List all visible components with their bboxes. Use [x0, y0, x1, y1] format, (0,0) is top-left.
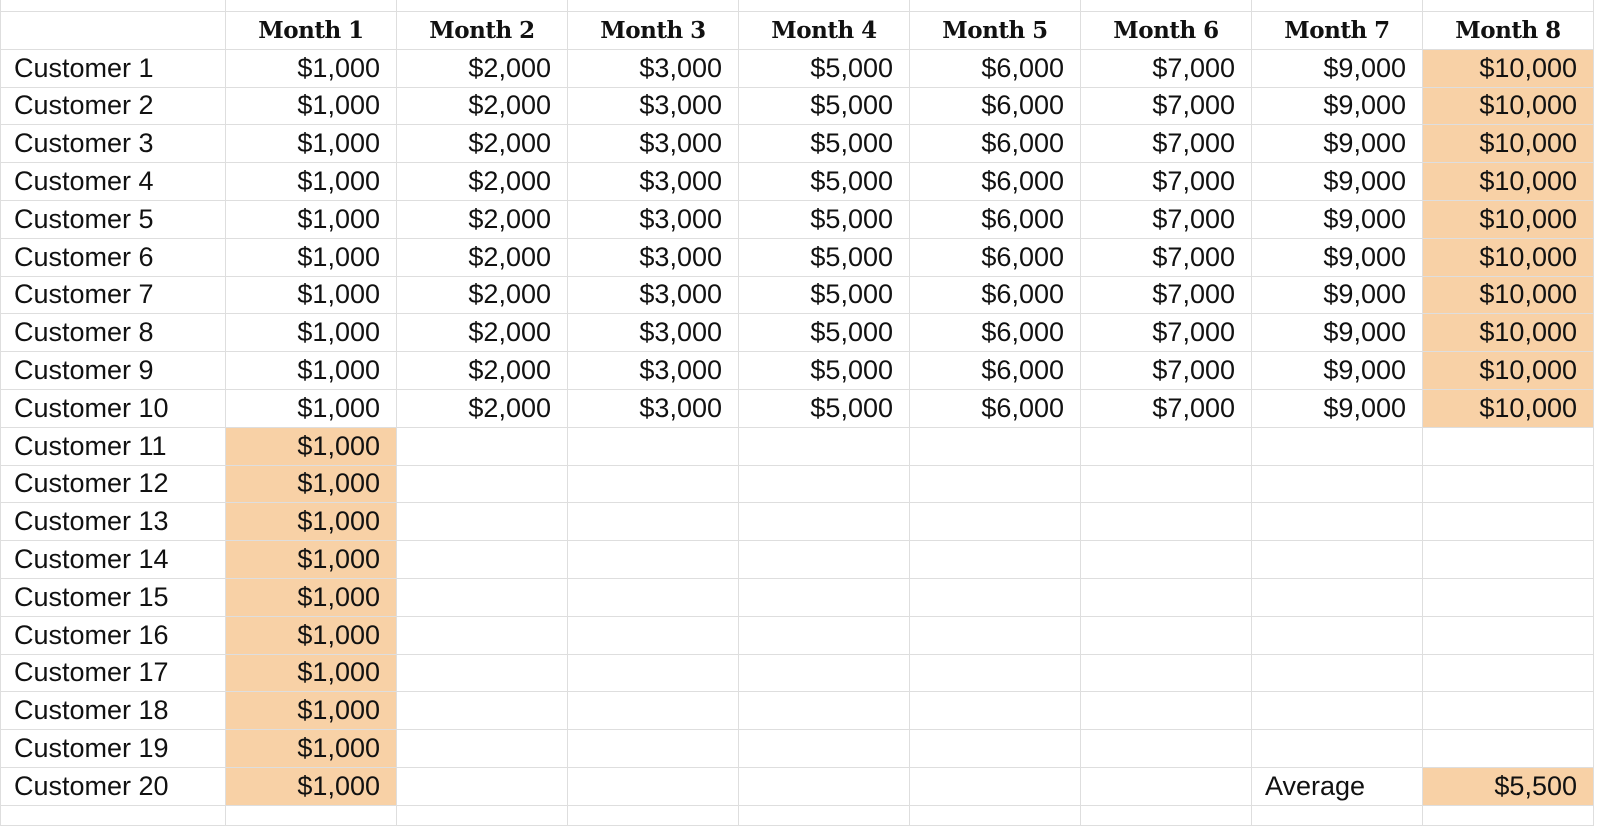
value-cell[interactable] [1252, 692, 1423, 730]
value-cell[interactable]: $3,000 [568, 239, 739, 277]
value-cell[interactable]: $5,000 [739, 352, 910, 390]
column-header-month-8[interactable]: Month 8 [1423, 12, 1594, 50]
value-cell[interactable]: $3,000 [568, 390, 739, 428]
value-cell[interactable] [1252, 579, 1423, 617]
value-cell[interactable] [1252, 617, 1423, 655]
value-cell[interactable]: $10,000 [1423, 50, 1594, 88]
value-cell[interactable] [910, 768, 1081, 806]
value-cell[interactable] [568, 617, 739, 655]
value-cell[interactable] [397, 579, 568, 617]
value-cell[interactable]: $2,000 [397, 50, 568, 88]
value-cell[interactable]: $10,000 [1423, 201, 1594, 239]
value-cell[interactable]: $2,000 [397, 88, 568, 126]
value-cell[interactable]: $3,000 [568, 201, 739, 239]
column-header-month-7[interactable]: Month 7 [1252, 12, 1423, 50]
row-label-customer-5[interactable]: Customer 5 [1, 201, 226, 239]
value-cell[interactable] [1423, 655, 1594, 693]
row-label-customer-1[interactable]: Customer 1 [1, 50, 226, 88]
value-cell[interactable]: $7,000 [1081, 314, 1252, 352]
value-cell[interactable]: $7,000 [1081, 163, 1252, 201]
value-cell[interactable]: $2,000 [397, 239, 568, 277]
row-label-customer-12[interactable]: Customer 12 [1, 466, 226, 504]
partial-bottom-cell[interactable] [910, 806, 1081, 826]
value-cell[interactable]: $6,000 [910, 390, 1081, 428]
value-cell[interactable]: $9,000 [1252, 125, 1423, 163]
value-cell[interactable]: $3,000 [568, 314, 739, 352]
partial-bottom-cell[interactable] [397, 806, 568, 826]
value-cell[interactable]: $10,000 [1423, 390, 1594, 428]
value-cell[interactable]: $5,000 [739, 277, 910, 315]
value-cell[interactable] [910, 655, 1081, 693]
value-cell[interactable]: $7,000 [1081, 390, 1252, 428]
value-cell[interactable] [1423, 579, 1594, 617]
value-cell[interactable]: $6,000 [910, 201, 1081, 239]
value-cell[interactable]: $9,000 [1252, 314, 1423, 352]
value-cell[interactable] [910, 692, 1081, 730]
value-cell[interactable]: $2,000 [397, 125, 568, 163]
value-cell[interactable]: $9,000 [1252, 201, 1423, 239]
value-cell[interactable] [739, 730, 910, 768]
value-cell[interactable] [1081, 466, 1252, 504]
value-cell[interactable] [1081, 428, 1252, 466]
value-cell[interactable]: $1,000 [226, 314, 397, 352]
value-cell[interactable]: $6,000 [910, 163, 1081, 201]
value-cell[interactable] [1081, 503, 1252, 541]
value-cell[interactable]: $5,000 [739, 201, 910, 239]
row-label-customer-20[interactable]: Customer 20 [1, 768, 226, 806]
value-cell[interactable]: $10,000 [1423, 277, 1594, 315]
row-label-customer-11[interactable]: Customer 11 [1, 428, 226, 466]
value-cell[interactable]: $5,000 [739, 50, 910, 88]
value-cell[interactable]: $6,000 [910, 314, 1081, 352]
value-cell[interactable]: $1,000 [226, 541, 397, 579]
value-cell[interactable]: $10,000 [1423, 314, 1594, 352]
value-cell[interactable]: $3,000 [568, 88, 739, 126]
column-header-month-2[interactable]: Month 2 [397, 12, 568, 50]
value-cell[interactable]: $2,000 [397, 277, 568, 315]
value-cell[interactable] [1081, 617, 1252, 655]
value-cell[interactable]: $2,000 [397, 314, 568, 352]
row-label-customer-7[interactable]: Customer 7 [1, 277, 226, 315]
value-cell[interactable] [568, 768, 739, 806]
value-cell[interactable] [1081, 655, 1252, 693]
value-cell[interactable] [397, 503, 568, 541]
value-cell[interactable] [397, 730, 568, 768]
value-cell[interactable] [568, 541, 739, 579]
partial-top-cell[interactable] [1252, 0, 1423, 12]
value-cell[interactable]: $10,000 [1423, 163, 1594, 201]
row-label-customer-13[interactable]: Customer 13 [1, 503, 226, 541]
value-cell[interactable] [568, 692, 739, 730]
row-label-customer-17[interactable]: Customer 17 [1, 655, 226, 693]
partial-top-cell[interactable] [1, 0, 226, 12]
value-cell[interactable]: $1,000 [226, 428, 397, 466]
value-cell[interactable]: $3,000 [568, 277, 739, 315]
value-cell[interactable]: $1,000 [226, 201, 397, 239]
value-cell[interactable]: $5,000 [739, 390, 910, 428]
value-cell[interactable]: $9,000 [1252, 50, 1423, 88]
value-cell[interactable]: $1,000 [226, 352, 397, 390]
value-cell[interactable] [568, 655, 739, 693]
value-cell[interactable] [739, 617, 910, 655]
partial-top-cell[interactable] [910, 0, 1081, 12]
value-cell[interactable] [568, 579, 739, 617]
row-label-customer-10[interactable]: Customer 10 [1, 390, 226, 428]
value-cell[interactable]: $10,000 [1423, 125, 1594, 163]
value-cell[interactable] [568, 466, 739, 504]
value-cell[interactable] [739, 466, 910, 504]
value-cell[interactable]: $10,000 [1423, 239, 1594, 277]
average-value[interactable]: $5,500 [1423, 768, 1594, 806]
row-label-customer-6[interactable]: Customer 6 [1, 239, 226, 277]
value-cell[interactable] [397, 768, 568, 806]
partial-bottom-cell[interactable] [1252, 806, 1423, 826]
value-cell[interactable]: $7,000 [1081, 352, 1252, 390]
value-cell[interactable] [1423, 617, 1594, 655]
value-cell[interactable] [910, 503, 1081, 541]
value-cell[interactable]: $3,000 [568, 163, 739, 201]
value-cell[interactable] [910, 466, 1081, 504]
average-label[interactable]: Average [1252, 768, 1423, 806]
value-cell[interactable]: $2,000 [397, 201, 568, 239]
value-cell[interactable]: $7,000 [1081, 125, 1252, 163]
value-cell[interactable]: $9,000 [1252, 277, 1423, 315]
value-cell[interactable]: $1,000 [226, 503, 397, 541]
value-cell[interactable] [1423, 503, 1594, 541]
column-header-month-1[interactable]: Month 1 [226, 12, 397, 50]
value-cell[interactable]: $9,000 [1252, 352, 1423, 390]
value-cell[interactable] [739, 541, 910, 579]
value-cell[interactable]: $6,000 [910, 277, 1081, 315]
value-cell[interactable]: $1,000 [226, 655, 397, 693]
value-cell[interactable] [910, 730, 1081, 768]
value-cell[interactable] [397, 692, 568, 730]
value-cell[interactable]: $1,000 [226, 579, 397, 617]
value-cell[interactable]: $7,000 [1081, 277, 1252, 315]
value-cell[interactable]: $7,000 [1081, 239, 1252, 277]
value-cell[interactable] [739, 655, 910, 693]
value-cell[interactable] [1252, 655, 1423, 693]
value-cell[interactable]: $3,000 [568, 352, 739, 390]
value-cell[interactable] [910, 428, 1081, 466]
value-cell[interactable]: $9,000 [1252, 163, 1423, 201]
column-header-month-4[interactable]: Month 4 [739, 12, 910, 50]
partial-top-cell[interactable] [226, 0, 397, 12]
value-cell[interactable]: $1,000 [226, 390, 397, 428]
value-cell[interactable] [1081, 768, 1252, 806]
row-label-customer-18[interactable]: Customer 18 [1, 692, 226, 730]
value-cell[interactable] [1081, 730, 1252, 768]
value-cell[interactable] [1423, 692, 1594, 730]
row-label-customer-2[interactable]: Customer 2 [1, 88, 226, 126]
value-cell[interactable]: $6,000 [910, 352, 1081, 390]
value-cell[interactable] [397, 466, 568, 504]
column-header-month-6[interactable]: Month 6 [1081, 12, 1252, 50]
column-header-month-3[interactable]: Month 3 [568, 12, 739, 50]
value-cell[interactable]: $1,000 [226, 692, 397, 730]
value-cell[interactable] [1252, 730, 1423, 768]
value-cell[interactable]: $1,000 [226, 163, 397, 201]
row-label-customer-15[interactable]: Customer 15 [1, 579, 226, 617]
value-cell[interactable]: $6,000 [910, 50, 1081, 88]
value-cell[interactable] [568, 503, 739, 541]
value-cell[interactable]: $1,000 [226, 730, 397, 768]
partial-top-cell[interactable] [1423, 0, 1594, 12]
value-cell[interactable]: $6,000 [910, 239, 1081, 277]
value-cell[interactable] [568, 428, 739, 466]
value-cell[interactable]: $1,000 [226, 88, 397, 126]
value-cell[interactable] [739, 579, 910, 617]
value-cell[interactable]: $5,000 [739, 125, 910, 163]
partial-bottom-cell[interactable] [226, 806, 397, 826]
value-cell[interactable]: $6,000 [910, 125, 1081, 163]
value-cell[interactable] [910, 579, 1081, 617]
row-label-customer-16[interactable]: Customer 16 [1, 617, 226, 655]
value-cell[interactable] [1252, 428, 1423, 466]
value-cell[interactable]: $1,000 [226, 239, 397, 277]
row-label-customer-19[interactable]: Customer 19 [1, 730, 226, 768]
value-cell[interactable] [910, 617, 1081, 655]
row-label-customer-8[interactable]: Customer 8 [1, 314, 226, 352]
partial-top-cell[interactable] [397, 0, 568, 12]
value-cell[interactable]: $10,000 [1423, 352, 1594, 390]
value-cell[interactable] [1423, 541, 1594, 579]
value-cell[interactable]: $1,000 [226, 617, 397, 655]
header-corner-cell[interactable] [1, 12, 226, 50]
value-cell[interactable] [397, 541, 568, 579]
value-cell[interactable]: $5,000 [739, 88, 910, 126]
value-cell[interactable]: $5,000 [739, 163, 910, 201]
value-cell[interactable]: $1,000 [226, 768, 397, 806]
value-cell[interactable] [568, 730, 739, 768]
value-cell[interactable] [1423, 730, 1594, 768]
value-cell[interactable]: $5,000 [739, 314, 910, 352]
row-label-customer-14[interactable]: Customer 14 [1, 541, 226, 579]
partial-bottom-cell[interactable] [739, 806, 910, 826]
value-cell[interactable] [739, 692, 910, 730]
value-cell[interactable] [397, 655, 568, 693]
value-cell[interactable] [397, 428, 568, 466]
column-header-month-5[interactable]: Month 5 [910, 12, 1081, 50]
value-cell[interactable] [1423, 428, 1594, 466]
value-cell[interactable]: $3,000 [568, 125, 739, 163]
value-cell[interactable] [1252, 503, 1423, 541]
value-cell[interactable] [1081, 692, 1252, 730]
value-cell[interactable] [1423, 466, 1594, 504]
value-cell[interactable]: $7,000 [1081, 50, 1252, 88]
value-cell[interactable]: $6,000 [910, 88, 1081, 126]
value-cell[interactable]: $1,000 [226, 277, 397, 315]
value-cell[interactable] [1252, 466, 1423, 504]
value-cell[interactable]: $9,000 [1252, 239, 1423, 277]
value-cell[interactable]: $2,000 [397, 163, 568, 201]
value-cell[interactable] [739, 428, 910, 466]
value-cell[interactable] [1252, 541, 1423, 579]
value-cell[interactable]: $2,000 [397, 390, 568, 428]
value-cell[interactable]: $5,000 [739, 239, 910, 277]
partial-bottom-cell[interactable] [1423, 806, 1594, 826]
partial-bottom-cell[interactable] [1, 806, 226, 826]
value-cell[interactable]: $1,000 [226, 466, 397, 504]
value-cell[interactable]: $7,000 [1081, 88, 1252, 126]
partial-top-cell[interactable] [739, 0, 910, 12]
value-cell[interactable] [739, 768, 910, 806]
value-cell[interactable]: $10,000 [1423, 88, 1594, 126]
partial-top-cell[interactable] [568, 0, 739, 12]
partial-bottom-cell[interactable] [1081, 806, 1252, 826]
row-label-customer-4[interactable]: Customer 4 [1, 163, 226, 201]
value-cell[interactable] [739, 503, 910, 541]
value-cell[interactable]: $1,000 [226, 50, 397, 88]
value-cell[interactable]: $9,000 [1252, 88, 1423, 126]
partial-top-cell[interactable] [1081, 0, 1252, 12]
value-cell[interactable] [1081, 541, 1252, 579]
value-cell[interactable]: $1,000 [226, 125, 397, 163]
value-cell[interactable]: $3,000 [568, 50, 739, 88]
row-label-customer-9[interactable]: Customer 9 [1, 352, 226, 390]
value-cell[interactable] [910, 541, 1081, 579]
value-cell[interactable]: $7,000 [1081, 201, 1252, 239]
partial-bottom-cell[interactable] [568, 806, 739, 826]
value-cell[interactable]: $2,000 [397, 352, 568, 390]
value-cell[interactable] [397, 617, 568, 655]
value-cell[interactable] [1081, 579, 1252, 617]
value-cell[interactable]: $9,000 [1252, 390, 1423, 428]
row-label-customer-3[interactable]: Customer 3 [1, 125, 226, 163]
